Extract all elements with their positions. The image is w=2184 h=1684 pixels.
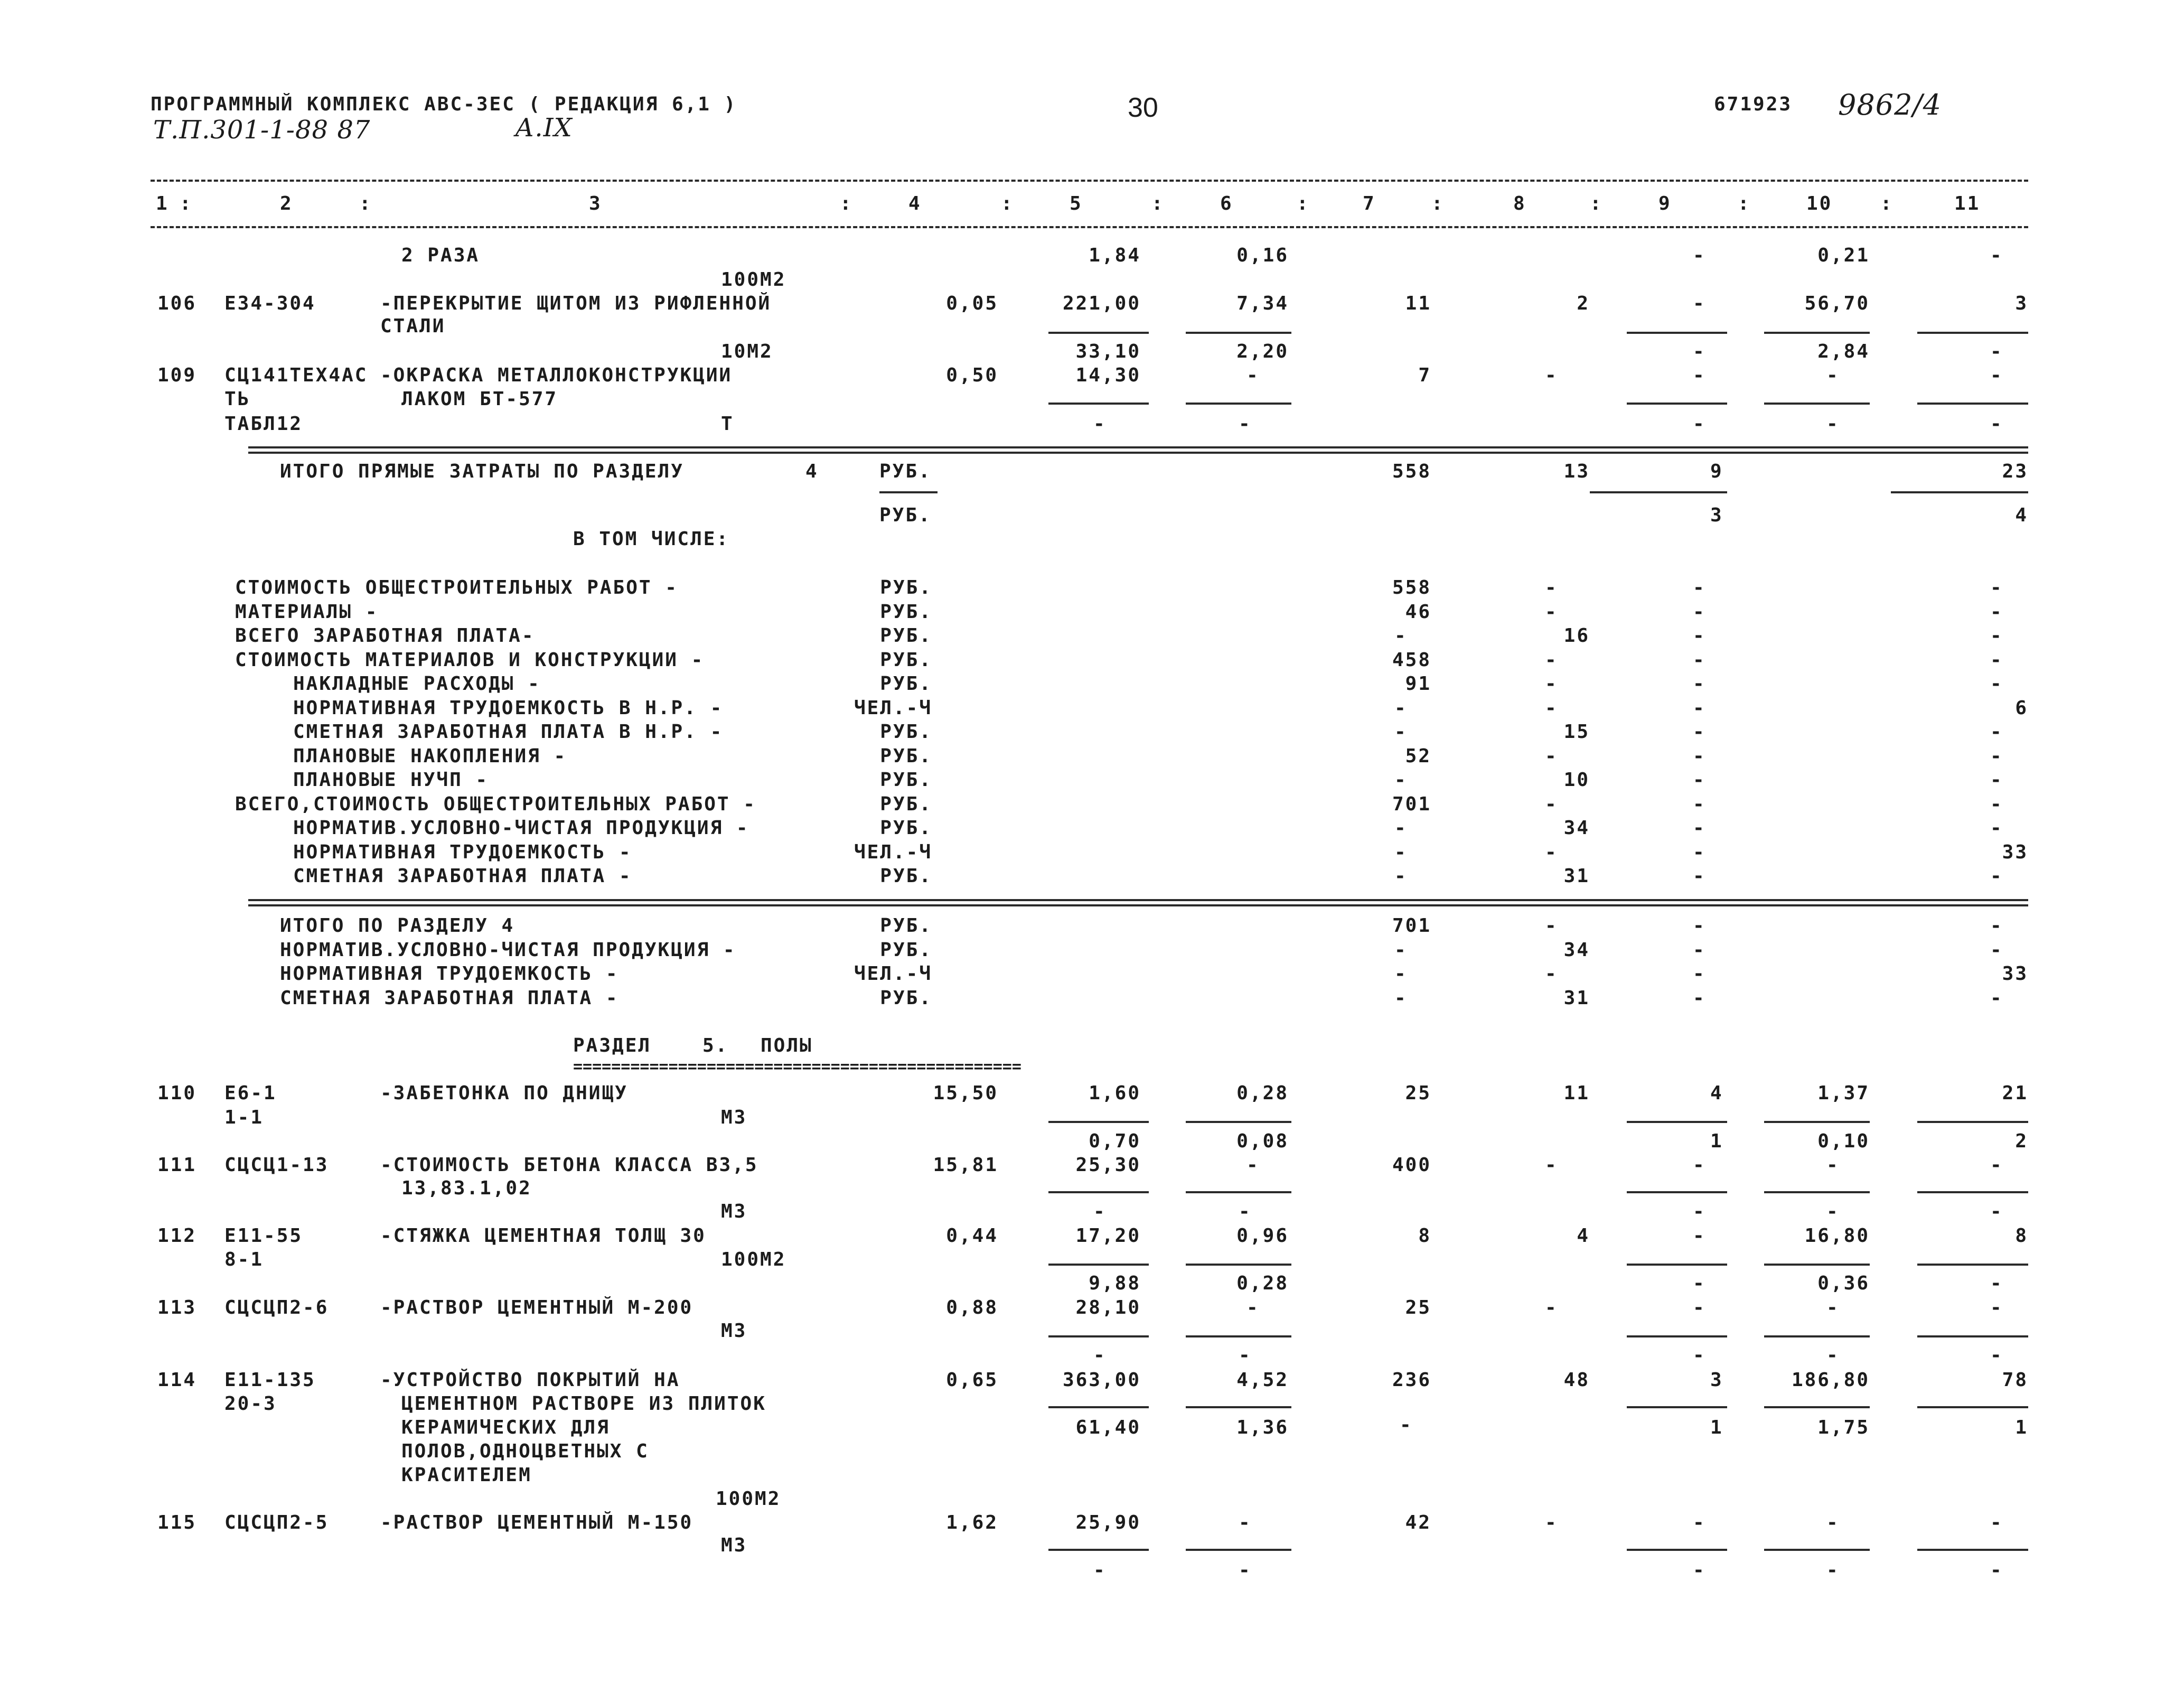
summary-col-8: -	[1545, 841, 1558, 863]
summary-col-8: 31	[1563, 987, 1590, 1009]
summary-unit: РУБ.	[880, 915, 932, 937]
summary-label: ПЛАНОВЫЕ НУЧП -	[293, 769, 489, 791]
summary-col-11: -	[1990, 915, 2003, 937]
summary-label: СМЕТНАЯ ЗАРАБОТНАЯ ПЛАТА -	[280, 987, 619, 1009]
summary-label: СТОИМОСТЬ ОБЩЕСТРОИТЕЛЬНЫХ РАБОТ -	[235, 577, 678, 598]
summary-col-9: -	[1693, 601, 1706, 623]
summary-col-8: -	[1545, 601, 1558, 623]
section-underline: ===============================================	[573, 1058, 1021, 1076]
summary-col-8: 31	[1563, 865, 1590, 887]
program-title: ПРОГРАММНЫЙ КОМПЛЕКС АВС-ЗЕС ( РЕДАКЦИЯ 6,1 )	[151, 93, 737, 115]
column-header-4: 4	[908, 193, 922, 214]
summary-label: НОРМАТИВНАЯ ТРУДОЕМКОСТЬ В Н.Р. -	[293, 697, 724, 719]
summary-col-9: -	[1693, 745, 1706, 767]
work-description: -ПЕРЕКРЫТИЕ ЩИТОМ ИЗ РИФЛЕННОЙ	[380, 293, 772, 314]
header-rule-bottom	[151, 226, 2028, 228]
column-header-11: 11	[1954, 193, 1981, 214]
section-title: ПОЛЫ	[761, 1035, 813, 1056]
row-number: 109	[157, 364, 197, 386]
column-header-10: 10	[1806, 193, 1833, 214]
summary-col-8: -	[1545, 963, 1558, 985]
summary-col-9: -	[1693, 793, 1706, 815]
summary-unit: РУБ.	[880, 649, 932, 671]
summary-col-9: -	[1693, 697, 1706, 719]
summary-col-11: -	[1990, 601, 2003, 623]
summary-col-9: -	[1693, 769, 1706, 791]
summary-col-7: -	[1394, 769, 1408, 791]
summary-col-11: 33	[2002, 963, 2028, 985]
summary-col-11: -	[1990, 625, 2003, 647]
summary-col-11: -	[1990, 793, 2003, 815]
summary-unit: РУБ.	[880, 939, 932, 961]
summary-col-11: 33	[2002, 841, 2028, 863]
work-description: -РАСТВОР ЦЕМЕНТНЫЙ М-200	[380, 1297, 693, 1318]
summary-unit: РУБ.	[880, 673, 932, 695]
summary-unit: РУБ.	[880, 793, 932, 815]
summary-col-8: -	[1545, 793, 1558, 815]
summary-unit: РУБ.	[880, 625, 932, 647]
row-number: 114	[157, 1369, 197, 1391]
summary-col-11: -	[1990, 865, 2003, 887]
summary-col-8: 16	[1563, 625, 1590, 647]
row-number: 110	[157, 1082, 197, 1104]
summary-unit: РУБ.	[880, 601, 932, 623]
summary-col-7: 52	[1405, 745, 1431, 767]
summary-col-7: -	[1394, 721, 1408, 743]
summary-col-11: -	[1990, 987, 2003, 1009]
sheet-code: 671923	[1714, 93, 1793, 115]
summary-col-7: 46	[1405, 601, 1431, 623]
summary-col-7: -	[1394, 817, 1408, 839]
sheet-number-handwritten: 9862/4	[1838, 88, 1942, 121]
summary-col-7: -	[1394, 939, 1408, 961]
summary-col-9: -	[1693, 649, 1706, 671]
summary-col-7: -	[1394, 841, 1408, 863]
column-header-2: 2	[280, 193, 293, 214]
summary-label: ИТОГО ПО РАЗДЕЛУ 4	[280, 915, 515, 937]
summary-unit: РУБ.	[880, 577, 932, 598]
row-number: 111	[157, 1154, 197, 1176]
summary-unit: РУБ.	[880, 745, 932, 767]
summary-label: ВСЕГО ЗАРАБОТНАЯ ПЛАТА-	[235, 625, 535, 647]
summary-col-9: -	[1693, 987, 1706, 1009]
summary-label: ВСЕГО,СТОИМОСТЬ ОБЩЕСТРОИТЕЛЬНЫХ РАБОТ -	[235, 793, 756, 815]
summary-col-8: 34	[1563, 817, 1590, 839]
summary-col-11: 6	[2015, 697, 2028, 719]
summary-col-9: -	[1693, 625, 1706, 647]
page-number: 30	[1128, 92, 1158, 123]
rate-code: СЦСЦП2-6	[224, 1297, 329, 1318]
summary-col-9: -	[1693, 673, 1706, 695]
column-header-6: 6	[1220, 193, 1233, 214]
summary-label: МАТЕРИАЛЫ -	[235, 601, 379, 623]
summary-label: ПЛАНОВЫЕ НАКОПЛЕНИЯ -	[293, 745, 567, 767]
summary-col-7: -	[1394, 987, 1408, 1009]
summary-col-7: -	[1394, 625, 1408, 647]
summary-col-7: 701	[1392, 793, 1431, 815]
work-description: -ЗАБЕТОНКА ПО ДНИЩУ	[380, 1082, 628, 1104]
summary-col-7: 558	[1392, 577, 1431, 598]
summary-col-9: -	[1693, 963, 1706, 985]
summary-label: НОРМАТИВ.УСЛОВНО-ЧИСТАЯ ПРОДУКЦИЯ -	[280, 939, 736, 961]
summary-unit: РУБ.	[880, 721, 932, 743]
column-header-3: 3	[589, 193, 602, 214]
rate-code: СЦСЦП2-5	[224, 1512, 329, 1533]
summary-col-9: -	[1693, 939, 1706, 961]
summary-col-9: -	[1693, 915, 1706, 937]
summary-col-9: -	[1693, 577, 1706, 598]
header-rule-top	[151, 180, 2028, 182]
row-number: 106	[157, 293, 197, 314]
summary-col-7: -	[1394, 963, 1408, 985]
including-label: В ТОМ ЧИСЛЕ:	[573, 528, 730, 550]
summary-col-9: -	[1693, 721, 1706, 743]
rate-code: СЦСЦ1-13	[224, 1154, 329, 1176]
summary-col-8: -	[1545, 673, 1558, 695]
column-header-5: 5	[1070, 193, 1083, 214]
summary-col-8: -	[1545, 697, 1558, 719]
summary-unit: ЧЕЛ.-Ч	[854, 841, 932, 863]
row-number: 112	[157, 1225, 197, 1247]
summary-col-7: -	[1394, 865, 1408, 887]
section-word: РАЗДЕЛ	[573, 1035, 652, 1056]
summary-col-8: 10	[1563, 769, 1590, 791]
rate-code: Е6-1	[224, 1082, 277, 1104]
summary-col-9: -	[1693, 841, 1706, 863]
unit-label: 100М2	[721, 269, 786, 291]
summary-label: НОРМАТИВНАЯ ТРУДОЕМКОСТЬ -	[280, 963, 619, 985]
summary-col-9: -	[1693, 865, 1706, 887]
document-code: Т.П.301-1-88 87	[153, 115, 371, 145]
section-number: 5.	[702, 1035, 729, 1056]
summary-col-11: -	[1990, 939, 2003, 961]
column-header-7: 7	[1363, 193, 1376, 214]
work-description: -СТЯЖКА ЦЕМЕНТНАЯ ТОЛЩ 30	[380, 1225, 706, 1247]
totals-double-rule	[248, 446, 2028, 454]
summary-col-7: 91	[1405, 673, 1431, 695]
summary-col-9: -	[1693, 817, 1706, 839]
summary-unit: РУБ.	[880, 865, 932, 887]
rate-code: Е34-304	[224, 293, 316, 314]
summary-col-11: -	[1990, 721, 2003, 743]
summary-col-8: -	[1545, 649, 1558, 671]
column-header-9: 9	[1658, 193, 1672, 214]
summary-col-11: -	[1990, 817, 2003, 839]
rate-code: СЦ141ТЕХ4АС	[224, 364, 368, 386]
summary-label: НОРМАТИВ.УСЛОВНО-ЧИСТАЯ ПРОДУКЦИЯ -	[293, 817, 749, 839]
column-header-1: 1	[156, 193, 169, 214]
handwritten-initials: А.IX	[515, 113, 573, 143]
summary-col-8: -	[1545, 745, 1558, 767]
rate-code: Е11-55	[224, 1225, 303, 1247]
summary-col-7: 458	[1392, 649, 1431, 671]
column-header-8: 8	[1513, 193, 1526, 214]
summary-col-8: 15	[1563, 721, 1590, 743]
summary-unit: РУБ.	[880, 817, 932, 839]
summary-col-11: -	[1990, 649, 2003, 671]
summary-col-11: -	[1990, 769, 2003, 791]
section-total-double-rule	[248, 899, 2028, 906]
summary-unit: РУБ.	[880, 987, 932, 1009]
summary-col-8: 34	[1563, 939, 1590, 961]
summary-label: СМЕТНАЯ ЗАРАБОТНАЯ ПЛАТА -	[293, 865, 632, 887]
summary-col-7: -	[1394, 697, 1408, 719]
summary-col-8: -	[1545, 915, 1558, 937]
summary-col-11: -	[1990, 577, 2003, 598]
row-number: 115	[157, 1512, 197, 1533]
summary-label: СТОИМОСТЬ МАТЕРИАЛОВ И КОНСТРУКЦИИ -	[235, 649, 705, 671]
summary-label: НАКЛАДНЫЕ РАСХОДЫ -	[293, 673, 541, 695]
summary-col-11: -	[1990, 673, 2003, 695]
summary-label: СМЕТНАЯ ЗАРАБОТНАЯ ПЛАТА В Н.Р. -	[293, 721, 724, 743]
rate-code: Е11-135	[224, 1369, 316, 1391]
work-description: -СТОИМОСТЬ БЕТОНА КЛАССА В3,5	[380, 1154, 758, 1176]
summary-label: НОРМАТИВНАЯ ТРУДОЕМКОСТЬ -	[293, 841, 632, 863]
summary-col-11: -	[1990, 745, 2003, 767]
work-description: -РАСТВОР ЦЕМЕНТНЫЙ М-150	[380, 1512, 693, 1533]
summary-unit: ЧЕЛ.-Ч	[854, 697, 932, 719]
work-description: -ОКРАСКА МЕТАЛЛОКОНСТРУКЦИИ	[380, 364, 733, 386]
summary-unit: РУБ.	[880, 769, 932, 791]
summary-col-7: 701	[1392, 915, 1431, 937]
summary-unit: ЧЕЛ.-Ч	[854, 963, 932, 985]
work-description: -УСТРОЙСТВО ПОКРЫТИЙ НА	[380, 1369, 680, 1391]
summary-col-8: -	[1545, 577, 1558, 598]
row-number: 113	[157, 1297, 197, 1318]
